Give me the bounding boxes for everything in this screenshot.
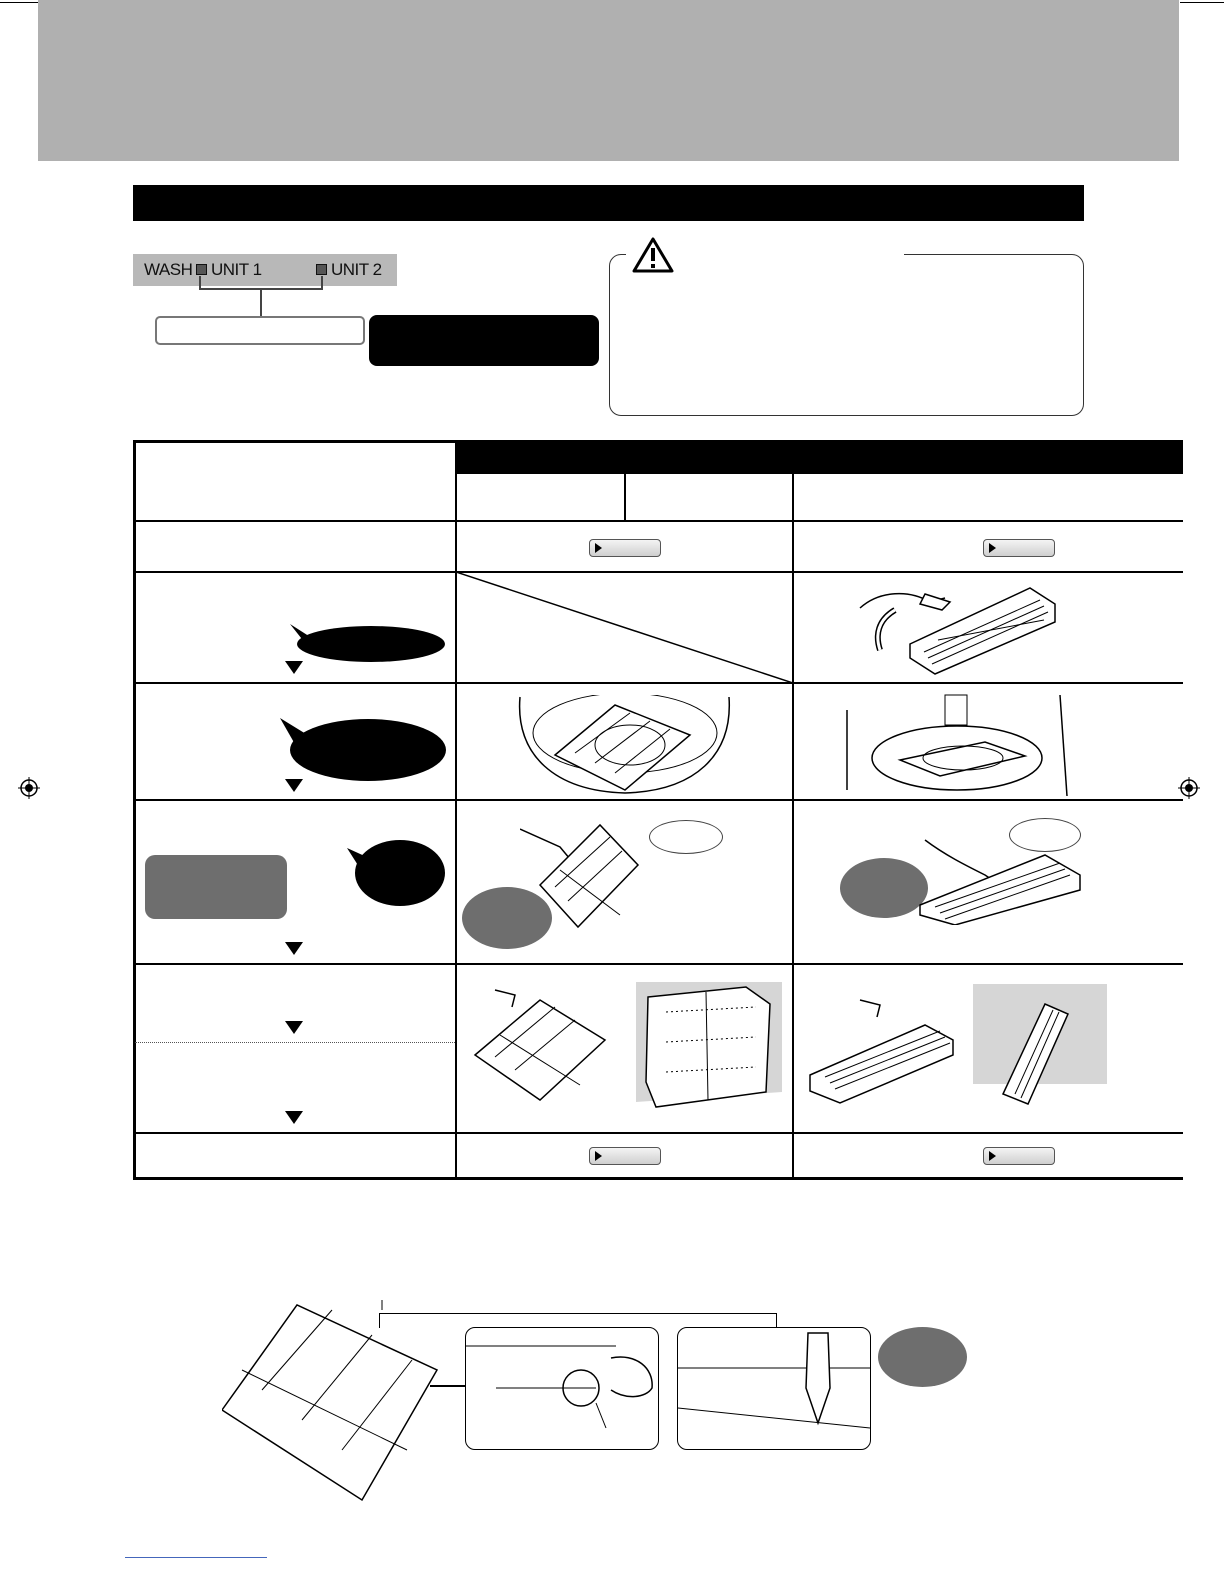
rinse-filter-hose-illustration — [850, 580, 1065, 678]
step-bubble-2 — [280, 716, 450, 782]
page-ref-button-3[interactable] — [589, 1147, 661, 1165]
wash-label: WASH — [144, 260, 193, 279]
table-subcol-divider — [624, 474, 626, 522]
table-row-line-4 — [135, 799, 1183, 801]
not-applicable-diagonal — [456, 572, 793, 683]
unit1-led-icon — [196, 264, 207, 275]
unit2-label: UNIT 2 — [331, 260, 382, 279]
play-arrow-icon — [595, 1151, 602, 1161]
unit2-led-icon — [316, 264, 327, 275]
play-arrow-icon — [989, 543, 996, 553]
header-band — [38, 0, 1179, 161]
trim-mark-top-left — [0, 2, 42, 3]
filter-in-tub-illustration — [515, 695, 735, 795]
table-header-bar — [456, 442, 1183, 474]
step-bubble-3 — [345, 838, 447, 908]
table-row-line-5 — [135, 963, 1183, 965]
indicator-bracket — [199, 276, 323, 290]
grey-badge-3 — [878, 1327, 967, 1387]
detail-wipe-illustration — [678, 1328, 870, 1449]
detail-panel-1 — [465, 1327, 659, 1450]
speech-bubble-1 — [649, 820, 723, 854]
detail-panel-2 — [677, 1327, 871, 1450]
drying-filter-illustration-1 — [636, 982, 782, 1116]
grey-note-box — [145, 855, 287, 919]
drying-filter-illustration-2 — [973, 984, 1107, 1116]
caution-triangle-icon — [632, 237, 674, 273]
section-title-bar — [133, 185, 1084, 221]
footer-rule — [125, 1557, 267, 1558]
table-row-line-1 — [135, 520, 1183, 522]
page-ref-button-2[interactable] — [983, 539, 1055, 557]
table-dotted-divider — [135, 1042, 455, 1043]
caution-box — [609, 254, 1084, 416]
step-bubble-1 — [285, 618, 450, 666]
play-arrow-icon — [989, 1151, 996, 1161]
callout-connector-side — [430, 1385, 466, 1387]
detail-brush-illustration — [466, 1328, 658, 1449]
down-arrow-icon — [285, 1021, 303, 1034]
filter-overview-illustration — [222, 1300, 467, 1505]
filter-in-washer-illustration — [845, 690, 1070, 796]
rinse-tap-illustration-1 — [470, 985, 610, 1115]
callout-connector-top — [379, 1313, 777, 1328]
page-ref-button-1[interactable] — [589, 539, 661, 557]
registration-mark-icon — [1178, 777, 1200, 799]
trim-mark-top-right — [1180, 2, 1224, 3]
indicator-label-box — [155, 316, 365, 345]
play-arrow-icon — [595, 543, 602, 553]
table-col-divider-1 — [455, 442, 457, 1178]
table-row-line-6 — [135, 1132, 1183, 1134]
scrub-filter-illustration-1 — [520, 815, 640, 945]
registration-mark-icon — [18, 777, 40, 799]
page-ref-button-4[interactable] — [983, 1147, 1055, 1165]
indicator-bracket-stem — [260, 290, 262, 316]
unit1-label: UNIT 1 — [211, 260, 262, 279]
down-arrow-icon — [285, 942, 303, 955]
down-arrow-icon — [285, 1111, 303, 1124]
indicator-note-box — [369, 315, 599, 366]
rinse-tap-illustration-2 — [805, 995, 955, 1107]
scrub-filter-illustration-2 — [915, 835, 1085, 925]
